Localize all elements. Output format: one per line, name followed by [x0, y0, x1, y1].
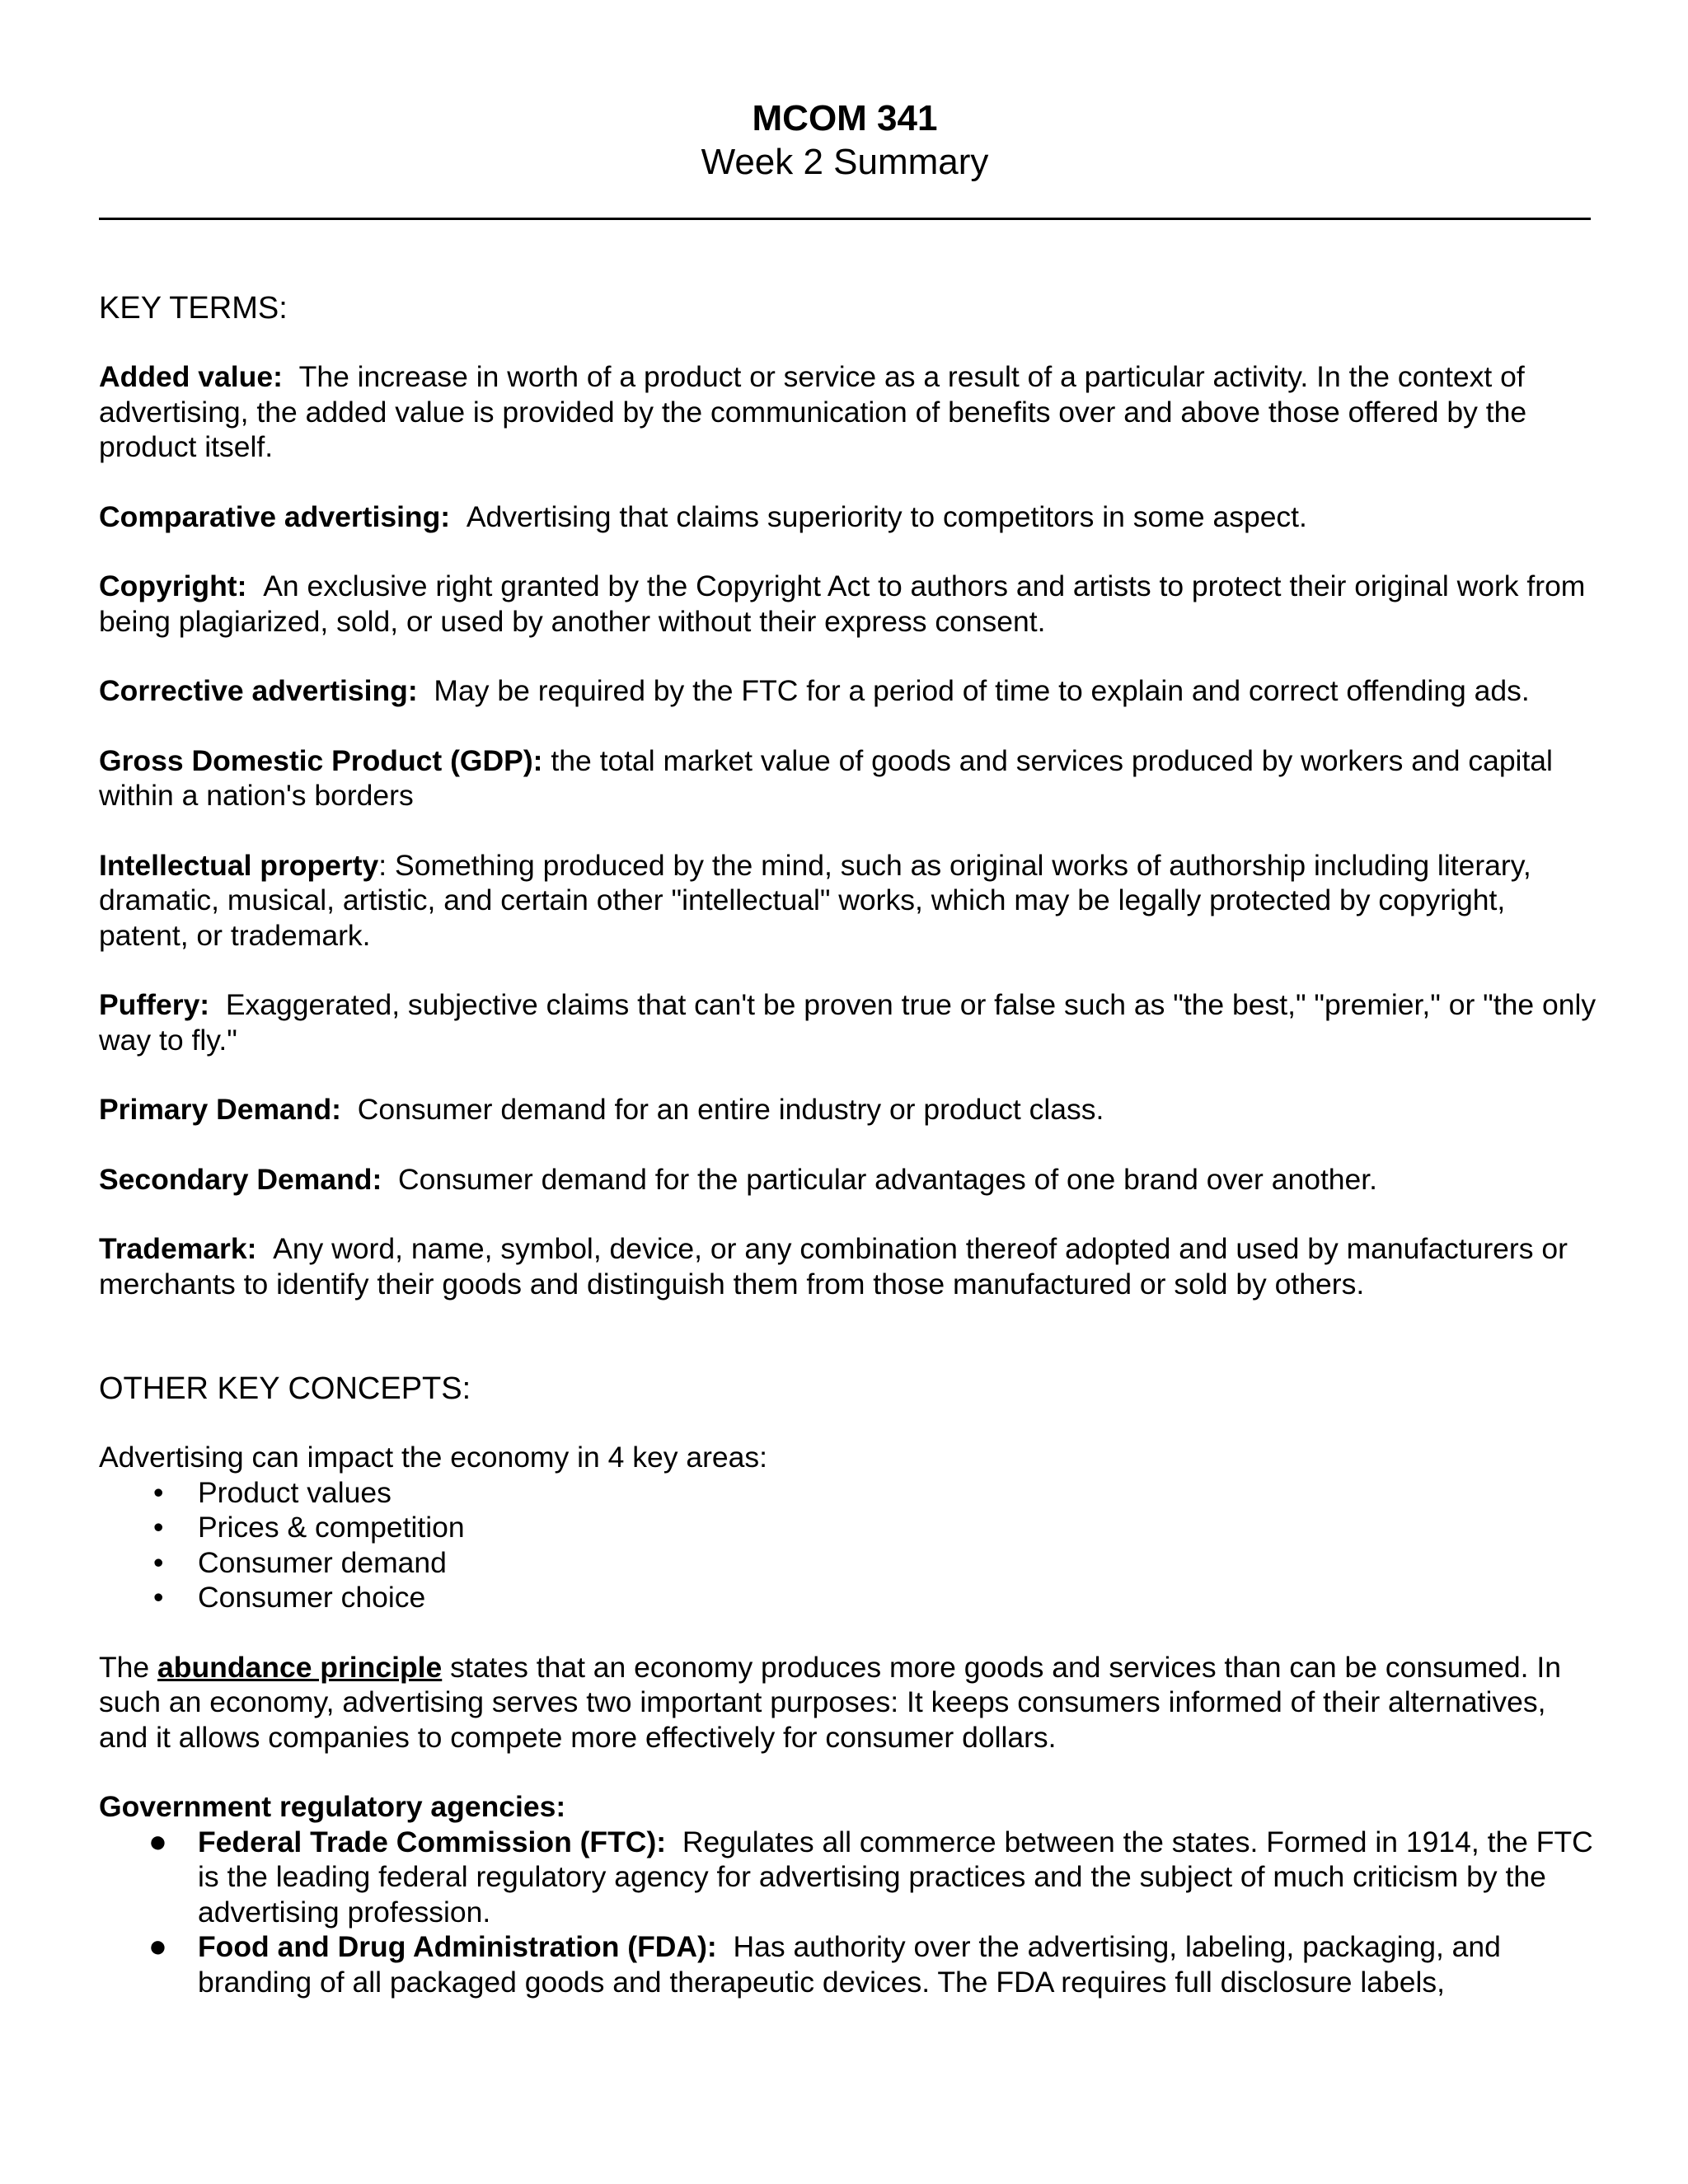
- term-label: Trademark:: [99, 1232, 257, 1265]
- term-definition: May be required by the FTC for a period of time to explain and correct offending ads.: [434, 674, 1530, 707]
- term-primary-demand: [99, 1092, 1599, 1127]
- term-added-value: [99, 359, 1599, 465]
- key-terms-heading: KEY TERMS:: [99, 291, 288, 326]
- document-body: [99, 290, 1599, 1999]
- term-puffery: [99, 987, 1599, 1057]
- term-label: Gross Domestic Product (GDP):: [99, 743, 543, 777]
- abundance-text: states that an economy produces more goods and services than can be consumed. In such an economy, advertising serves two important purposes: It keeps consumers informed of their alternatives, and it allows companies to compete more effectively for consumer dollars.: [99, 1650, 1561, 1754]
- agency-item-ftc: [99, 1825, 1599, 1930]
- term-secondary-demand: [99, 1162, 1599, 1197]
- impact-intro: Advertising can impact the economy in 4 key areas:: [99, 1441, 767, 1474]
- term-label: Corrective advertising:: [99, 674, 418, 707]
- term-label: Comparative advertising:: [99, 499, 451, 533]
- agency-name: Food and Drug Administration (FDA):: [198, 1930, 717, 1963]
- document-header: [99, 97, 1591, 185]
- agency-text: Has authority over the advertising, labeling, packaging, and branding of all packaged goods and therapeutic devices. The FDA requires full disclosure labels,: [198, 1930, 1501, 1999]
- term-definition: Consumer demand for an entire industry or product class.: [357, 1093, 1104, 1126]
- bullet-icon: ●: [148, 1824, 167, 1859]
- list-item-text: Prices & competition: [198, 1511, 465, 1544]
- term-definition: Consumer demand for the particular advantages of one brand over another.: [398, 1162, 1378, 1196]
- header-divider: [99, 218, 1591, 220]
- term-copyright: [99, 569, 1599, 639]
- bullet-icon: •: [153, 1545, 164, 1579]
- agencies-list: [99, 1825, 1599, 2000]
- document-subtitle: Week 2 Summary: [701, 142, 989, 182]
- term-definition: the total market value of goods and services produced by workers and capital within a nation's borders: [99, 743, 1553, 812]
- list-item: [99, 1510, 1599, 1545]
- term-corrective-advertising: [99, 673, 1599, 709]
- term-definition: The increase in worth of a product or service as a result of a particular activity. In the context of advertising, the added value is provided by the communication of benefits over and above those offered by the product itself.: [99, 360, 1527, 463]
- list-item: [99, 1545, 1599, 1581]
- term-label: Primary Demand:: [99, 1093, 341, 1126]
- impact-areas-list: [99, 1475, 1599, 1615]
- term-label: Puffery:: [99, 988, 210, 1021]
- list-item-text: Product values: [198, 1475, 392, 1509]
- term-definition: Advertising that claims superiority to competitors in some aspect.: [466, 499, 1307, 533]
- list-item-text: Consumer demand: [198, 1545, 447, 1579]
- abundance-term: abundance principle: [157, 1650, 443, 1684]
- other-concepts-heading: OTHER KEY CONCEPTS:: [99, 1371, 471, 1406]
- agencies-heading: Government regulatory agencies:: [99, 1790, 566, 1823]
- list-item-text: Consumer choice: [198, 1581, 426, 1614]
- list-item: [99, 1580, 1599, 1615]
- term-label: Intellectual property: [99, 848, 379, 882]
- term-definition: An exclusive right granted by the Copyright Act to authors and artists to protect their original work from being plagiarized, sold, or used by another without their express consent.: [99, 569, 1586, 638]
- bullet-icon: •: [153, 1475, 164, 1509]
- section-spacer: [99, 1336, 1599, 1371]
- term-definition: Exaggerated, subjective claims that can't be proven true or false such as "the best," "premier," or "the only way to fly.": [99, 988, 1597, 1057]
- term-intellectual-property: [99, 848, 1599, 954]
- agency-text: Regulates all commerce between the states. Formed in 1914, the FTC is the leading federal regulatory agency for advertising practices and the subject of much criticism by the advertising profession.: [198, 1825, 1593, 1929]
- term-definition: : Something produced by the mind, such as original works of authorship including literary, dramatic, musical, artistic, and certain other "intellectual" works, which may be legally protected by copyright, patent, or trademark.: [99, 848, 1531, 952]
- abundance-prefix: The: [99, 1650, 150, 1684]
- agency-item-fda: [99, 1929, 1599, 1999]
- term-label: Copyright:: [99, 569, 247, 602]
- term-label: Secondary Demand:: [99, 1162, 382, 1196]
- bullet-icon: •: [153, 1581, 164, 1614]
- agency-name: Federal Trade Commission (FTC):: [198, 1825, 667, 1858]
- term-trademark: [99, 1231, 1599, 1301]
- term-comparative-advertising: [99, 499, 1599, 535]
- term-definition: Any word, name, symbol, device, or any combination thereof adopted and used by manufacturers or merchants to identify their goods and distinguish them from those manufactured or sold by others.: [99, 1232, 1568, 1301]
- bullet-icon: ●: [148, 1929, 167, 1964]
- course-title: MCOM 341: [752, 98, 938, 138]
- term-gdp: [99, 743, 1599, 813]
- list-item: [99, 1475, 1599, 1511]
- bullet-icon: •: [153, 1511, 164, 1544]
- term-label: Added value:: [99, 360, 283, 393]
- abundance-paragraph: [99, 1650, 1599, 1755]
